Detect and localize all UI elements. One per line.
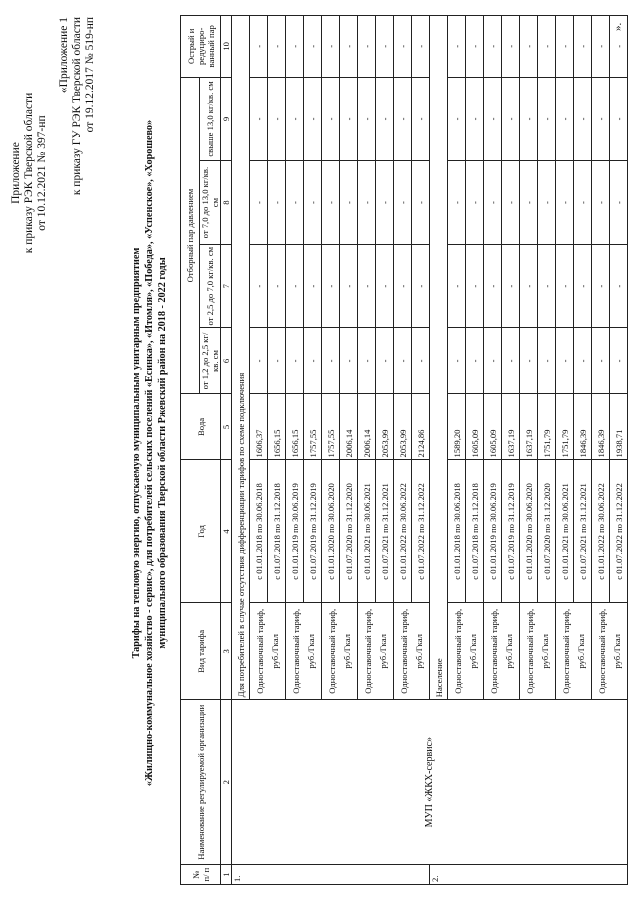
column-number: 6 (221, 328, 232, 394)
period-cell: с 01.07.2018 по 31.12.2018 (466, 460, 484, 603)
tariff-type-cell: Одноставочный тариф, руб./Гкал (394, 603, 430, 700)
steam-tariff-cell: - (358, 161, 376, 245)
approval-block-original (58, 17, 97, 307)
table-body (232, 16, 628, 885)
water-tariff-cell: 1757,55 (322, 394, 340, 460)
column-numbers-row (221, 16, 232, 885)
period-cell: с 01.01.2021 по 30.06.2021 (556, 460, 574, 603)
header-sharp-steam: Острый и редуциро-ванный пар (181, 16, 221, 78)
steam-tariff-cell: - (574, 161, 592, 245)
steam-tariff-cell: - (484, 77, 502, 161)
steam-tariff-cell: - (448, 328, 466, 394)
steam-tariff-cell: - (394, 161, 412, 245)
header-steam-3: от 7,0 до 13,0 кг/кв. см (200, 161, 221, 245)
period-cell: с 01.07.2019 по 31.12.2019 (502, 460, 520, 603)
header-organization: Наименование регулируемой организации (181, 700, 221, 865)
steam-tariff-cell: - (556, 161, 574, 245)
period-cell: с 01.01.2020 по 30.06.2020 (322, 460, 340, 603)
steam-tariff-cell: - (520, 16, 538, 78)
steam-tariff-cell: - (520, 161, 538, 245)
steam-tariff-cell: - (322, 161, 340, 245)
steam-tariff-cell: - (376, 328, 394, 394)
steam-tariff-cell: - (502, 161, 520, 245)
steam-tariff-cell: - (556, 77, 574, 161)
steam-tariff-cell: - (286, 161, 304, 245)
steam-tariff-cell: - (358, 244, 376, 328)
steam-tariff-cell: - (592, 77, 610, 161)
period-cell: с 01.07.2021 по 31.12.2021 (574, 460, 592, 603)
water-tariff-cell: 1656,15 (286, 394, 304, 460)
water-tariff-cell: 1637,19 (520, 394, 538, 460)
header-steam-1: от 1,2 до 2,5 кг/кв. см (200, 328, 221, 394)
steam-tariff-cell: - (358, 16, 376, 78)
steam-tariff-cell: - (286, 244, 304, 328)
water-tariff-cell: 2053,99 (394, 394, 412, 460)
water-tariff-cell: 1589,20 (448, 394, 466, 460)
header-steam-group: Отборный пар давлением (181, 77, 200, 394)
steam-tariff-cell: - (484, 328, 502, 394)
title-line: «Жилищно-коммунальное хозяйство - сервис», для потребителей сельских поселений «Есинка», «Итомля», «Победа», «Успенское», «Хорошево» (144, 119, 155, 787)
steam-tariff-cell: - (484, 16, 502, 78)
approval-block-current (10, 43, 49, 303)
steam-tariff-cell: - (268, 16, 286, 78)
tariff-type-cell: Одноставочный тариф, руб./Гкал (520, 603, 556, 700)
steam-tariff-cell: - (538, 77, 556, 161)
steam-tariff-cell: - (322, 77, 340, 161)
steam-tariff-cell: - (520, 77, 538, 161)
title-line: муниципального образования Тверской области Ржевский район на 2018 - 2022 годы (157, 257, 168, 649)
column-number: 2 (221, 700, 232, 865)
steam-tariff-cell: - (520, 328, 538, 394)
steam-tariff-cell: - (466, 161, 484, 245)
period-cell: с 01.01.2018 по 30.06.2018 (250, 460, 268, 603)
steam-tariff-cell: - (556, 16, 574, 78)
steam-tariff-cell: - (448, 161, 466, 245)
water-tariff-cell: 1606,37 (250, 394, 268, 460)
steam-tariff-cell: - (394, 328, 412, 394)
steam-tariff-cell: - (394, 244, 412, 328)
steam-tariff-cell: - (412, 244, 430, 328)
water-tariff-cell: 1656,15 (268, 394, 286, 460)
steam-tariff-cell: - (394, 77, 412, 161)
steam-tariff-cell: - (250, 77, 268, 161)
tariff-type-cell: Одноставочный тариф, руб./Гкал (484, 603, 520, 700)
steam-tariff-cell: - (322, 244, 340, 328)
header-steam-2: от 2,5 до 7,0 кг/кв. см (200, 244, 221, 328)
steam-tariff-cell: - (448, 77, 466, 161)
steam-tariff-cell: - (358, 77, 376, 161)
section-heading: Население (430, 16, 448, 700)
steam-tariff-cell: - (574, 328, 592, 394)
steam-tariff-cell: - (466, 328, 484, 394)
steam-tariff-cell: - (574, 77, 592, 161)
header-num: № п/ п (181, 865, 221, 885)
steam-tariff-cell: - (466, 77, 484, 161)
period-cell: с 01.07.2018 по 31.12.2018 (268, 460, 286, 603)
column-number: 8 (221, 161, 232, 245)
steam-tariff-cell: - (286, 328, 304, 394)
period-cell: с 01.01.2022 по 30.06.2022 (394, 460, 412, 603)
steam-tariff-cell: - (268, 161, 286, 245)
steam-tariff-cell: - (574, 244, 592, 328)
water-tariff-cell: 2124,86 (412, 394, 430, 460)
steam-tariff-cell: - (556, 244, 574, 328)
steam-tariff-cell: - (340, 161, 358, 245)
section-number: 1. (232, 865, 430, 885)
column-number: 10 (221, 16, 232, 78)
steam-tariff-cell: - (574, 16, 592, 78)
steam-tariff-cell: - (304, 328, 322, 394)
steam-tariff-cell: - (502, 16, 520, 78)
steam-tariff-cell: - (592, 16, 610, 78)
tariff-type-cell: Одноставочный тариф, руб./Гкал (556, 603, 592, 700)
column-number: 1 (221, 865, 232, 885)
column-number: 7 (221, 244, 232, 328)
water-tariff-cell: 1751,79 (556, 394, 574, 460)
steam-tariff-cell: - (538, 244, 556, 328)
water-tariff-cell: 1637,19 (502, 394, 520, 460)
period-cell: с 01.07.2020 по 31.12.2020 (340, 460, 358, 603)
title-line: Тарифы на тепловую энергию, отпускаемую муниципальным унитарным предприятием (131, 247, 142, 659)
approval-line: от 10.12.2021 № 397-нп (36, 115, 48, 231)
water-tariff-cell: 1938,71 (610, 394, 628, 460)
closing-mark: ». (612, 22, 624, 31)
tariff-type-cell: Одноставочный тариф, руб./Гкал (358, 603, 394, 700)
steam-tariff-cell: - (412, 328, 430, 394)
steam-tariff-cell: - (538, 161, 556, 245)
steam-tariff-cell: - (268, 328, 286, 394)
period-cell: с 01.07.2021 по 31.12.2021 (376, 460, 394, 603)
column-number: 5 (221, 394, 232, 460)
steam-tariff-cell: - (538, 328, 556, 394)
steam-tariff-cell: - (250, 16, 268, 78)
water-tariff-cell: 1605,09 (484, 394, 502, 460)
steam-tariff-cell: - (268, 244, 286, 328)
steam-tariff-cell: - (556, 328, 574, 394)
steam-tariff-cell: - (412, 161, 430, 245)
column-number: 9 (221, 77, 232, 161)
steam-tariff-cell: - (610, 244, 628, 328)
steam-tariff-cell: - (412, 77, 430, 161)
organization-name: МУП «ЖКХ-сервис» (232, 700, 628, 865)
tariff-type-cell: Одноставочный тариф, руб./Гкал (322, 603, 358, 700)
column-number: 3 (221, 603, 232, 700)
steam-tariff-cell: - (304, 77, 322, 161)
period-cell: с 01.01.2019 по 30.06.2019 (286, 460, 304, 603)
steam-tariff-cell: - (610, 16, 628, 78)
header-water: Вода (181, 394, 221, 460)
steam-tariff-cell: - (268, 77, 286, 161)
period-cell: с 01.01.2019 по 30.06.2019 (484, 460, 502, 603)
approval-line: «Приложение 1 (58, 17, 70, 94)
water-tariff-cell: 2006,14 (340, 394, 358, 460)
steam-tariff-cell: - (340, 244, 358, 328)
tariff-type-cell: Одноставочный тариф, руб./Гкал (592, 603, 628, 700)
tariff-type-cell: Одноставочный тариф, руб./Гкал (448, 603, 484, 700)
steam-tariff-cell: - (322, 16, 340, 78)
steam-tariff-cell: - (610, 328, 628, 394)
steam-tariff-cell: - (250, 161, 268, 245)
steam-tariff-cell: - (592, 244, 610, 328)
steam-tariff-cell: - (484, 161, 502, 245)
steam-tariff-cell: - (340, 77, 358, 161)
approval-line: к приказу РЭК Тверской области (23, 92, 35, 254)
water-tariff-cell: 1751,79 (538, 394, 556, 460)
water-tariff-cell: 1846,39 (574, 394, 592, 460)
steam-tariff-cell: - (610, 77, 628, 161)
steam-tariff-cell: - (304, 244, 322, 328)
header-tariff-type: Вид тарифа (181, 603, 221, 700)
steam-tariff-cell: - (376, 16, 394, 78)
steam-tariff-cell: - (358, 328, 376, 394)
steam-tariff-cell: - (466, 244, 484, 328)
section-heading: Для потребителей в случае отсутствия дифференциации тарифов по схеме подключения (232, 16, 250, 700)
water-tariff-cell: 2053,99 (376, 394, 394, 460)
period-cell: с 01.07.2019 по 31.12.2019 (304, 460, 322, 603)
steam-tariff-cell: - (592, 161, 610, 245)
steam-tariff-cell: - (592, 328, 610, 394)
steam-tariff-cell: - (376, 244, 394, 328)
steam-tariff-cell: - (448, 244, 466, 328)
period-cell: с 01.01.2021 по 30.06.2021 (358, 460, 376, 603)
approval-line: от 19.12.2017 № 519-нп (84, 17, 96, 133)
steam-tariff-cell: - (412, 16, 430, 78)
section-heading-row (232, 16, 250, 885)
steam-tariff-cell: - (286, 77, 304, 161)
period-cell: с 01.07.2022 по 31.12.2022 (610, 460, 628, 603)
period-cell: с 01.01.2022 по 30.06.2022 (592, 460, 610, 603)
steam-tariff-cell: - (304, 161, 322, 245)
steam-tariff-cell: - (250, 244, 268, 328)
steam-tariff-cell: - (466, 16, 484, 78)
steam-tariff-cell: - (304, 16, 322, 78)
steam-tariff-cell: - (394, 16, 412, 78)
water-tariff-cell: 2006,14 (358, 394, 376, 460)
document-title (130, 13, 169, 893)
steam-tariff-cell: - (538, 16, 556, 78)
tariff-table (180, 15, 628, 885)
steam-tariff-cell: - (610, 161, 628, 245)
steam-tariff-cell: - (502, 328, 520, 394)
steam-tariff-cell: - (484, 244, 502, 328)
header-period: Год (181, 460, 221, 603)
header-steam-4: свыше 13,0 кг/кв. см (200, 77, 221, 161)
steam-tariff-cell: - (286, 16, 304, 78)
water-tariff-cell: 1757,55 (304, 394, 322, 460)
steam-tariff-cell: - (322, 328, 340, 394)
steam-tariff-cell: - (376, 161, 394, 245)
period-cell: с 01.01.2020 по 30.06.2020 (520, 460, 538, 603)
steam-tariff-cell: - (502, 244, 520, 328)
water-tariff-cell: 1846,39 (592, 394, 610, 460)
period-cell: с 01.07.2022 по 31.12.2022 (412, 460, 430, 603)
steam-tariff-cell: - (520, 244, 538, 328)
steam-tariff-cell: - (502, 77, 520, 161)
steam-tariff-cell: - (448, 16, 466, 78)
period-cell: с 01.01.2018 по 30.06.2018 (448, 460, 466, 603)
tariff-type-cell: Одноставочный тариф, руб./Гкал (286, 603, 322, 700)
steam-tariff-cell: - (376, 77, 394, 161)
tariff-type-cell: Одноставочный тариф, руб./Гкал (250, 603, 286, 700)
column-number: 4 (221, 460, 232, 603)
section-number: 2. (430, 865, 628, 885)
approval-line: Приложение (10, 142, 22, 204)
water-tariff-cell: 1605,09 (466, 394, 484, 460)
steam-tariff-cell: - (340, 328, 358, 394)
period-cell: с 01.07.2020 по 31.12.2020 (538, 460, 556, 603)
approval-line: к приказу ГУ РЭК Тверской области (71, 17, 83, 196)
steam-tariff-cell: - (340, 16, 358, 78)
steam-tariff-cell: - (250, 328, 268, 394)
